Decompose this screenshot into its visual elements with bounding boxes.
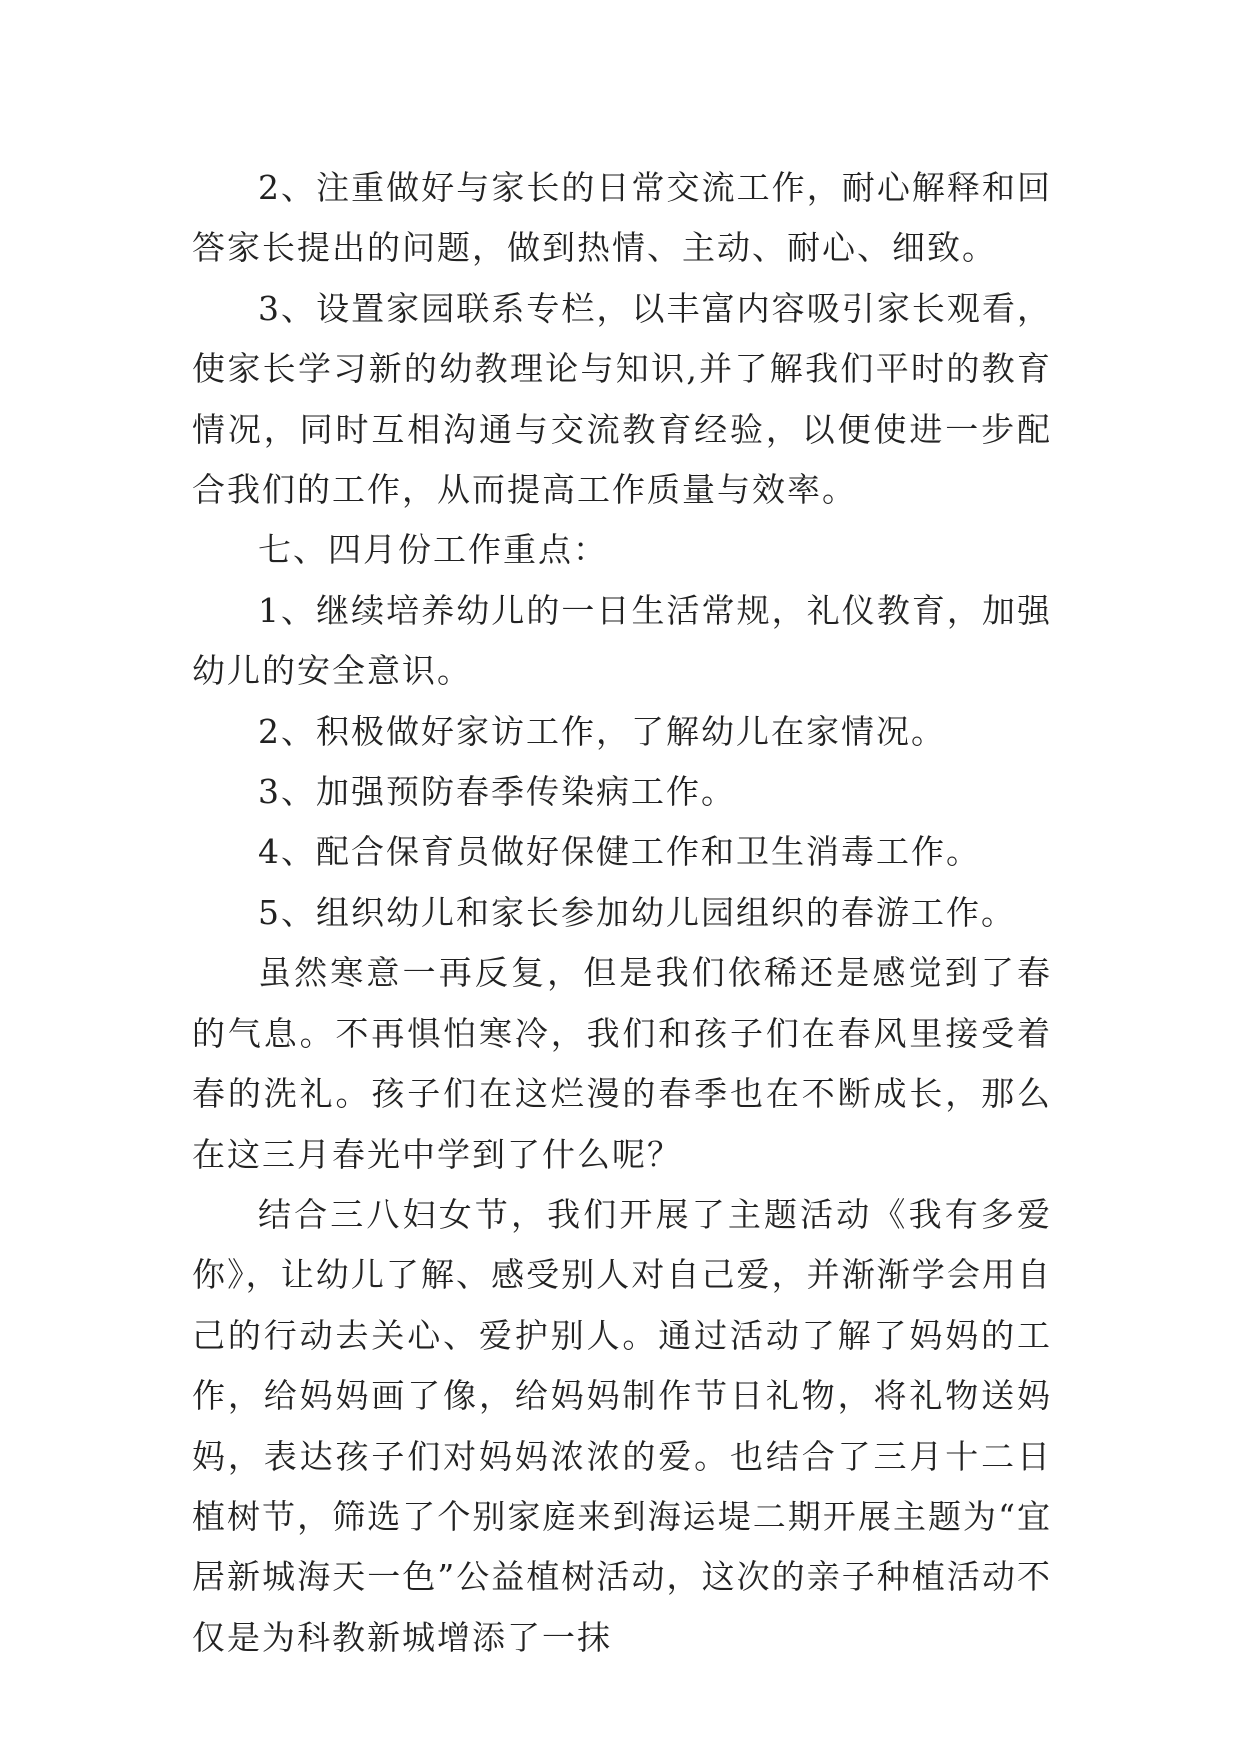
paragraph-disease-prevention: 3、加强预防春季传染病工作。 [258,772,736,812]
paragraph-spring-outing: 5、组织幼儿和家长参加幼儿园组织的春游工作。 [258,892,1016,932]
paragraph-womens-day-activity: 结合三八妇女节，我们开展了主题活动《我有多爱你》，让幼儿了解、感受别人对自己爱，并渐渐学会用自己的行动去关心、爱护别人。通过活动了解了妈妈的工作，给妈妈画了像，给妈妈制作节日礼物，将礼物送妈妈，表达孩子们对妈妈浓浓的爱。也结合了三月十二日植树节，筛选了个别家庭来到海运堤二期开展主题为“宜居新城海天一色”公益植树活动，这次的亲子种植活动不仅是为科教新城增添了一抹 [192,1194,1052,1657]
paragraph-daily-routine: 1、继续培养幼儿的一日生活常规，礼仪教育，加强幼儿的安全意识。 [192,590,1052,691]
paragraph-parent-communication: 2、注重做好与家长的日常交流工作，耐心解释和回答家长提出的问题，做到热情、主动、耐心、细致。 [192,168,1052,268]
paragraph-home-visits: 2、积极做好家访工作，了解幼儿在家情况。 [258,711,946,751]
document-body [192,158,1052,1668]
section-heading-april-focus: 七、四月份工作重点： [258,530,608,570]
paragraph-home-school-column: 3、设置家园联系专栏，以丰富内容吸引家长观看，使家长学习新的幼教理论与知识,并了解我们平时的教育情况，同时互相沟通与交流教育经验，以便使进一步配合我们的工作，从而提高工作质量与效率。 [192,288,1052,510]
paragraph-spring-reflection: 虽然寒意一再反复，但是我们依稀还是感觉到了春的气息。不再惧怕寒冷，我们和孩子们在春风里接受着春的洗礼。孩子们在这烂漫的春季也在不断成长，那么在这三月春光中学到了什么呢？ [192,953,1052,1174]
paragraph-health-hygiene: 4、配合保育员做好保健工作和卫生消毒工作。 [258,832,981,872]
